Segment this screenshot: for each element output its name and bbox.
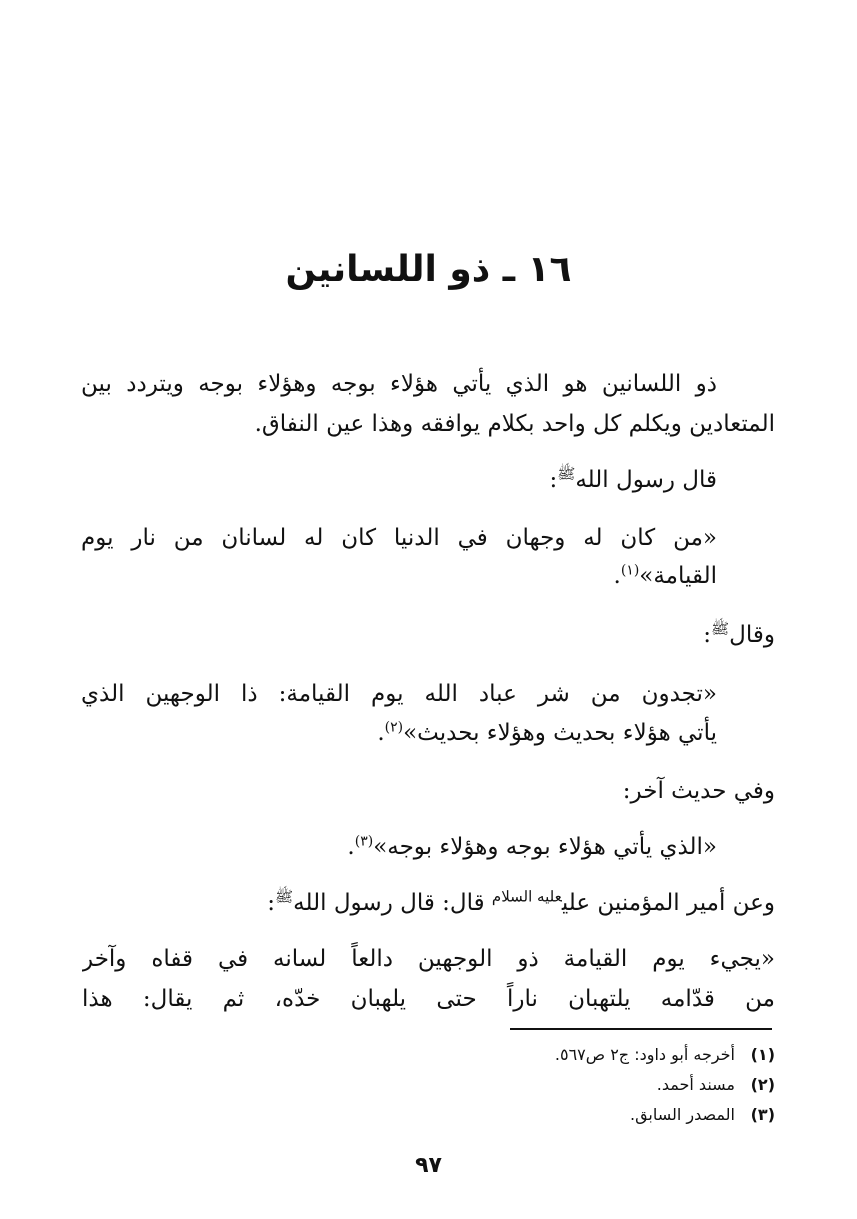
footnote (275, 1043, 775, 1067)
hadith-intro (82, 885, 775, 921)
honorific-mark: ﷺ (557, 464, 576, 483)
intro-colon: : (549, 467, 558, 493)
hadith-quote-line (81, 558, 717, 594)
footnote-text: أخرجه أبو داود: ج٢ ص٥٦٧. (554, 1045, 735, 1064)
hadith-quote-line (81, 715, 717, 751)
honorific-mark: عليه السلام (491, 887, 562, 906)
hadith-intro (82, 617, 775, 653)
intro-text: قال: قال رسول الله (293, 890, 492, 916)
footnote-number: (٣) (750, 1105, 775, 1124)
chapter-title: ١٦ ـ ذو اللسانين (285, 249, 572, 290)
intro-text: وقال (729, 622, 775, 648)
paragraph-line: المتعادين ويكلم كل واحد بكلام يوافقه وهذا عين النفاق. (254, 411, 775, 437)
footnote-number: (١) (750, 1045, 775, 1064)
footnote-divider (510, 1028, 772, 1030)
hadith-quote-line: «تجدون من شر عباد الله يوم القيامة: ذا الوجهين الذي (81, 681, 717, 707)
hadith-quote-line (81, 829, 717, 865)
hadith-intro (81, 462, 717, 498)
quote-end: . (347, 834, 355, 860)
footnote-number: (٢) (750, 1075, 775, 1094)
quote-end: . (377, 720, 385, 746)
footnote-text: مسند أحمد. (656, 1075, 735, 1094)
quote-text: يأتي هؤلاء بحديث وهؤلاء بحديث» (403, 720, 717, 746)
paragraph-line: ذو اللسانين هو الذي يأتي هؤلاء بوجه وهؤلاء بوجه ويتردد بين (81, 371, 717, 397)
hadith-quote-line: «يجيء يوم القيامة ذو الوجهين دالعاً لسانه في قفاه وآخر (82, 946, 775, 972)
quote-text: «الذي يأتي هؤلاء بوجه وهؤلاء بوجه» (373, 834, 717, 860)
footnote-ref: (٣) (354, 833, 374, 850)
footnote-ref: (٢) (384, 719, 404, 736)
page-number: ٩٧ (415, 1153, 442, 1178)
footnote-ref: (١) (620, 562, 640, 579)
intro-colon: : (703, 622, 712, 648)
honorific-mark: ﷺ (711, 619, 730, 638)
hadith-quote-line: من قدّامه يلتهبان ناراً حتى يلهبان خدّه، ثم يقال: هذا (82, 986, 775, 1012)
intro-text: قال رسول الله (575, 467, 717, 493)
quote-text: القيامة» (639, 563, 717, 589)
footnote-text: المصدر السابق. (629, 1105, 735, 1124)
footnote (275, 1103, 775, 1127)
hadith-intro: وفي حديث آخر: (622, 778, 775, 804)
intro-colon: : (267, 890, 276, 916)
intro-text: وعن أمير المؤمنين علي (561, 890, 775, 916)
hadith-quote-line: «من كان له وجهان في الدنيا كان له لسانان من نار يوم (81, 525, 717, 551)
footnote (275, 1073, 775, 1097)
quote-end: . (613, 563, 621, 589)
honorific-mark: ﷺ (275, 887, 294, 906)
